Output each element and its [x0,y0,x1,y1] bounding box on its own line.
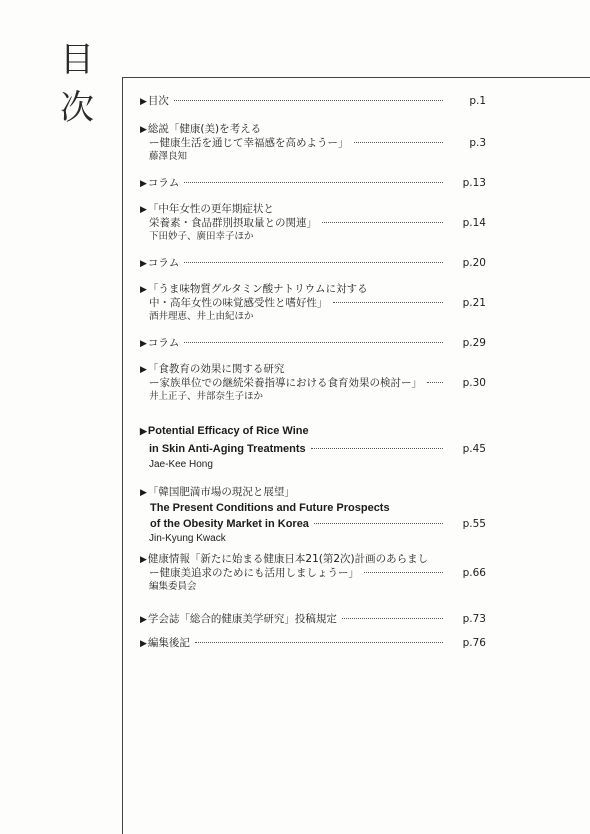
leader-dots [311,448,443,449]
triangle-bullet-icon: ▶ [140,339,147,349]
leader-dots [184,342,443,343]
toc-entry-title-line3: of the Obesity Market in Korea [150,518,309,530]
toc-entry-article-5[interactable] [140,484,486,545]
leader-dots [195,642,443,643]
toc-entry-title-line2: 栄養素・食品群別摂取量との関連」 [149,217,317,229]
triangle-bullet-icon: ▶ [140,205,147,215]
page-number: p.73 [462,613,486,625]
frame-top-rule [122,77,590,78]
page-number: p.3 [469,137,486,149]
page-number: p.21 [462,297,486,309]
triangle-bullet-icon: ▶ [140,285,147,295]
toc-entry-contents[interactable] [140,94,486,108]
toc-entry-title: コラム [147,177,180,189]
toc-entry-article-4[interactable] [140,422,486,471]
toc-entry-title-line2: ー健康生活を通じて幸福感を高めようー」 [149,137,349,149]
toc-entry-postscript[interactable] [140,636,486,650]
toc-entry-author: 編集委員会 [149,581,197,592]
leader-dots [184,262,443,263]
toc-entry-column-2[interactable] [140,256,486,270]
page-number: p.45 [462,443,486,455]
page-title-char-1: 目 [60,40,94,80]
leader-dots [314,523,443,524]
triangle-bullet-icon: ▶ [140,488,147,498]
toc-entry-title: 学会誌「総合的健康美学研究」投稿規定 [147,613,337,625]
leader-dots [184,182,443,183]
leader-dots [354,142,444,143]
toc-entry-title-line1: 「食教育の効果に関する研究 [147,363,285,375]
toc-entry-author: 井上正子、井部奈生子ほか [149,391,264,402]
triangle-bullet-icon: ▶ [140,97,147,107]
page-number: p.76 [462,637,486,649]
toc-entry-author: 下田妙子、廣田幸子ほか [149,231,254,242]
triangle-bullet-icon: ▶ [140,365,147,375]
frame-left-rule [122,77,123,834]
toc-entry-title-line2: in Skin Anti-Aging Treatments [149,443,306,455]
toc-entry-title-line2: ー家族単位での継続栄養指導における食育効果の検討ー」 [149,377,422,389]
toc-entry-article-1[interactable] [140,202,486,243]
toc-entry-title: コラム [147,337,180,349]
toc-entry-column-1[interactable] [140,176,486,190]
toc-entry-column-3[interactable] [140,336,486,350]
page-number: p.13 [462,177,486,189]
toc-entry-title-line1: 総説「健康(美)を考える [147,123,262,135]
page-number: p.20 [462,257,486,269]
triangle-bullet-icon: ▶ [140,555,147,565]
triangle-bullet-icon: ▶ [140,639,147,649]
triangle-bullet-icon: ▶ [140,125,147,135]
triangle-bullet-icon: ▶ [140,426,147,436]
toc-entry-author: Jin-Kyung Kwack [149,533,226,544]
toc-entry-title: 編集後記 [147,637,190,649]
triangle-bullet-icon: ▶ [140,179,147,189]
toc-entry-review[interactable] [140,122,486,163]
leader-dots [322,222,443,223]
toc-entry-title-line2: ー健康美追求のためにも活用しましょうー」 [149,567,359,579]
toc-entry-health-info[interactable] [140,552,486,593]
page-number: p.30 [462,377,486,389]
toc-entry-submission-rules[interactable] [140,612,486,626]
toc-entry-title: コラム [147,257,180,269]
toc-entry-author: Jae-Kee Hong [149,459,213,470]
toc-entry-title-line2: 中・高年女性の味覚感受性と嗜好性」 [149,297,328,309]
toc-entry-title-line1: 健康情報「新たに始まる健康日本21(第2次)計画のあらまし [147,553,429,565]
leader-dots [333,302,444,303]
toc-entry-title-line1: 「韓国肥満市場の現況と展望」 [147,486,295,498]
page-number: p.55 [462,518,486,530]
page-number: p.14 [462,217,486,229]
leader-dots [174,100,443,101]
triangle-bullet-icon: ▶ [140,615,147,625]
page-number: p.66 [462,567,486,579]
leader-dots [342,618,443,619]
page-title-char-2: 次 [60,88,94,128]
triangle-bullet-icon: ▶ [140,259,147,269]
toc-entry-title-line1: 「うま味物質グルタミン酸ナトリウムに対する [147,283,368,295]
leader-dots [427,382,443,383]
leader-dots [364,572,443,573]
toc-entry-title-line2: The Present Conditions and Future Prospects [150,502,390,514]
toc-entry-article-3[interactable] [140,362,486,403]
toc-entry-author: 藤澤良知 [149,151,188,162]
page-number: p.29 [462,337,486,349]
toc-entry-title: 目次 [147,95,169,107]
page-title [60,36,110,132]
toc-entry-title-line1: 「中年女性の更年期症状と [147,203,274,215]
toc-entry-title-line1: Potential Efficacy of Rice Wine [147,425,309,437]
toc-entry-article-2[interactable] [140,282,486,323]
page-number: p.1 [469,95,486,107]
toc-entry-author: 酒井理恵、井上由紀ほか [149,311,254,322]
